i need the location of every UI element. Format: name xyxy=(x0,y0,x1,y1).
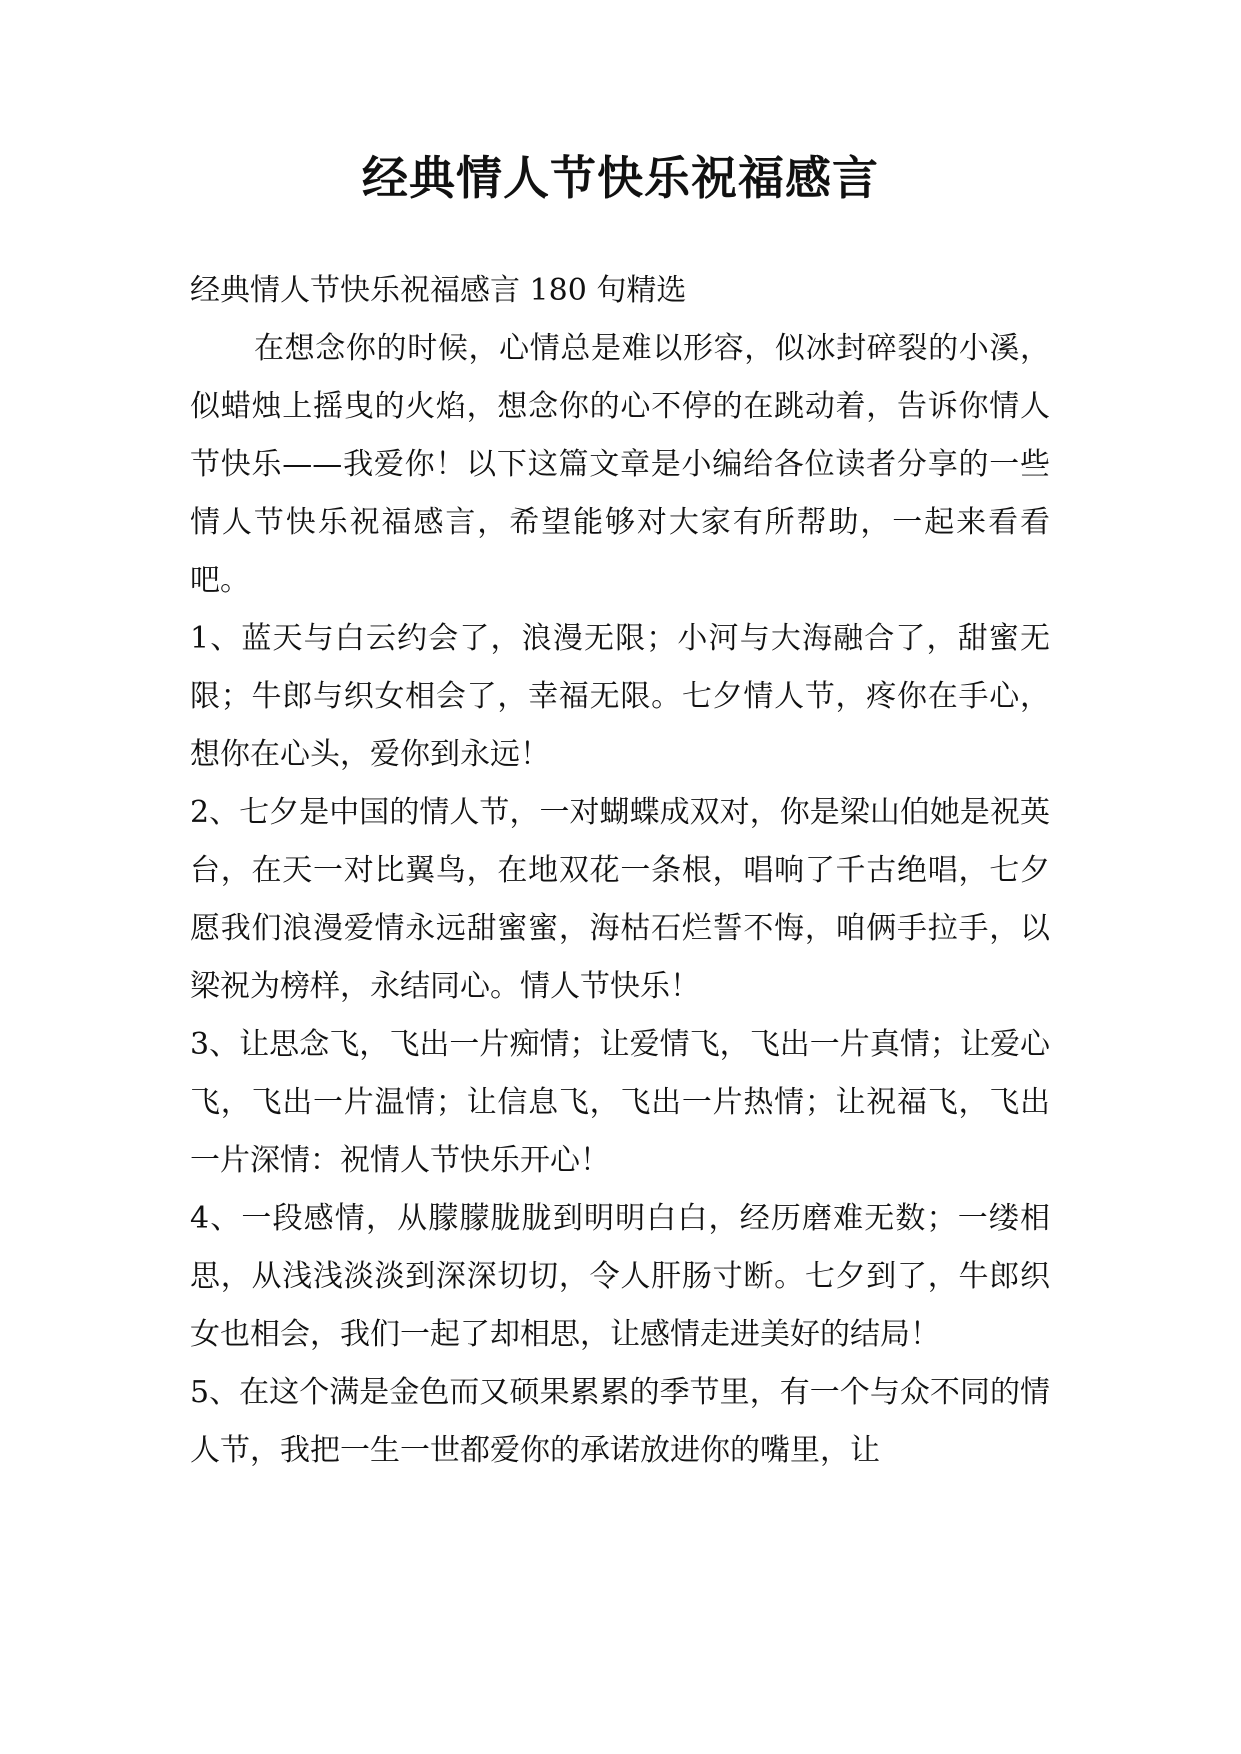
document-body xyxy=(190,262,1050,1480)
intro-paragraph: 在想念你的时候，心情总是难以形容，似冰封碎裂的小溪，似蜡烛上摇曳的火焰，想念你的心不停的在跳动着，告诉你情人节快乐——我爱你！以下这篇文章是小编给各位读者分享的一些情人节快乐祝福感言，希望能够对大家有所帮助，一起来看看吧。 xyxy=(190,331,1050,598)
list-item: 2、七夕是中国的情人节，一对蝴蝶成双对，你是梁山伯她是祝英台，在天一对比翼鸟，在地双花一条根，唱响了千古绝唱，七夕愿我们浪漫爱情永远甜蜜蜜，海枯石烂誓不悔，咱俩手拉手，以梁祝为榜样，永结同心。情人节快乐！ xyxy=(190,795,1050,1004)
document-subtitle: 经典情人节快乐祝福感言 180 句精选 xyxy=(190,273,687,308)
list-item: 3、让思念飞，飞出一片痴情；让爱情飞，飞出一片真情；让爱心飞，飞出一片温情；让信息飞，飞出一片热情；让祝福飞，飞出一片深情：祝情人节快乐开心！ xyxy=(190,1027,1050,1178)
list-item: 5、在这个满是金色而又硕果累累的季节里，有一个与众不同的情人节，我把一生一世都爱你的承诺放进你的嘴里，让 xyxy=(190,1375,1050,1468)
list-item: 1、蓝天与白云约会了，浪漫无限；小河与大海融合了，甜蜜无限；牛郎与织女相会了，幸福无限。七夕情人节，疼你在手心，想你在心头，爱你到永远！ xyxy=(190,621,1050,772)
list-item: 4、一段感情，从朦朦胧胧到明明白白，经历磨难无数；一缕相思，从浅浅淡淡到深深切切，令人肝肠寸断。七夕到了，牛郎织女也相会，我们一起了却相思，让感情走进美好的结局！ xyxy=(190,1201,1050,1352)
document-title: 经典情人节快乐祝福感言 xyxy=(362,151,879,205)
